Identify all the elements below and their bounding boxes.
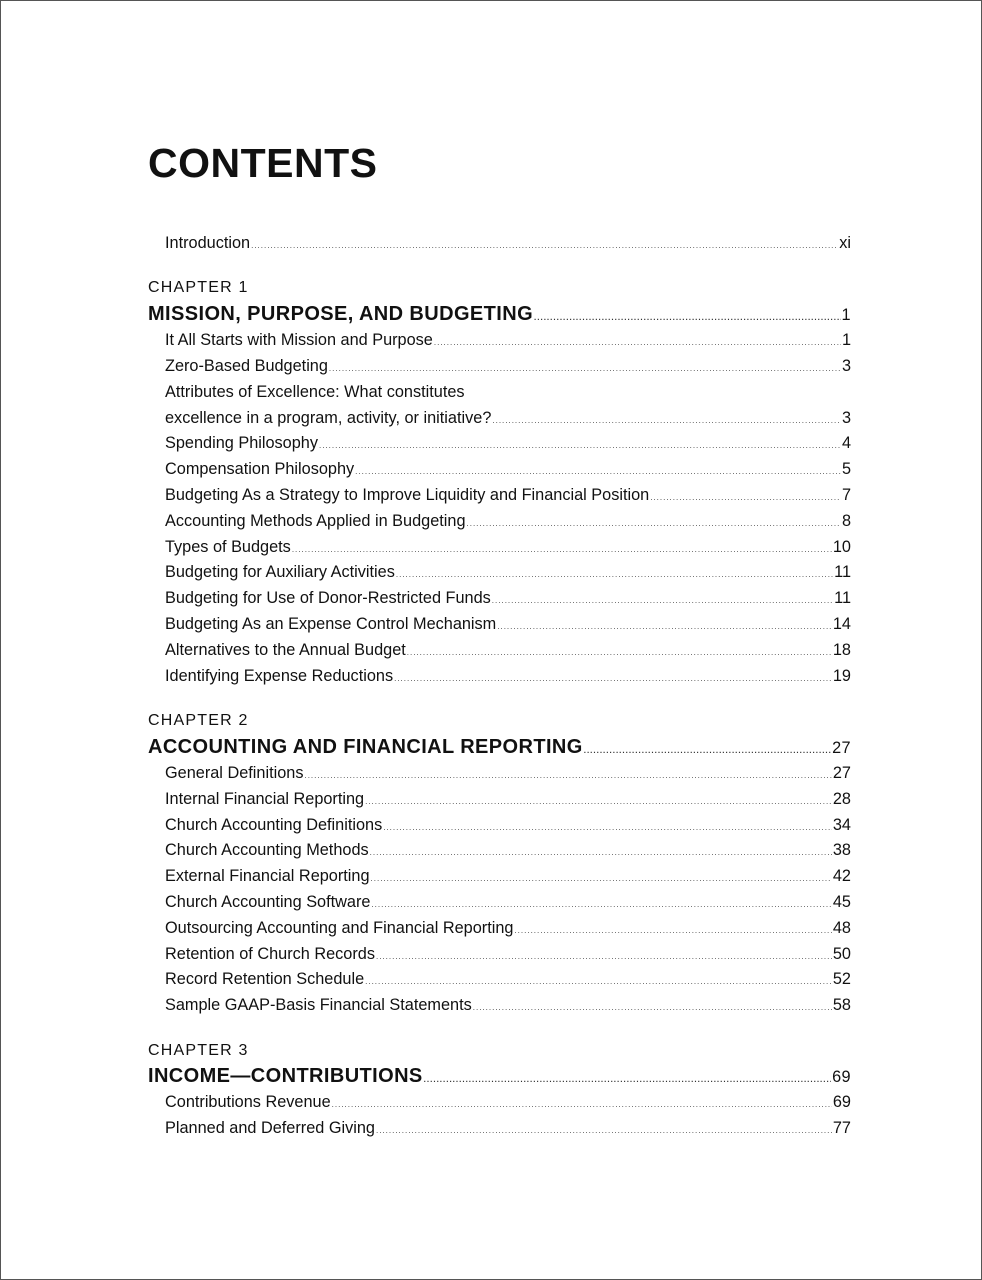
page-number: 3 bbox=[841, 408, 851, 427]
toc-entry[interactable] bbox=[148, 535, 851, 561]
toc-entry-introduction[interactable] bbox=[148, 231, 851, 257]
toc-entry[interactable] bbox=[148, 813, 851, 839]
dot-leader bbox=[371, 892, 831, 918]
toc-entry[interactable] bbox=[148, 406, 851, 432]
toc-entry[interactable] bbox=[148, 761, 851, 787]
dot-leader bbox=[319, 433, 841, 459]
page-number: 50 bbox=[832, 944, 851, 963]
dot-leader bbox=[371, 866, 832, 892]
page-number: 27 bbox=[832, 763, 851, 782]
dot-leader bbox=[434, 330, 841, 356]
entry-title: Budgeting for Use of Donor-Restricted Funds bbox=[165, 589, 491, 608]
page-number: 14 bbox=[832, 615, 851, 634]
page-number: 77 bbox=[832, 1119, 851, 1138]
toc-entry[interactable] bbox=[148, 380, 851, 406]
dot-leader bbox=[514, 918, 831, 944]
page-number: 52 bbox=[832, 970, 851, 989]
page-number: 1 bbox=[841, 306, 851, 325]
page-number: 10 bbox=[832, 537, 851, 556]
dot-leader bbox=[355, 459, 841, 485]
entry-title: Planned and Deferred Giving bbox=[165, 1119, 375, 1138]
entry-title: Compensation Philosophy bbox=[165, 460, 355, 479]
dot-leader bbox=[370, 840, 832, 866]
toc-entry[interactable] bbox=[148, 1116, 851, 1142]
page-number: 42 bbox=[832, 867, 851, 886]
page-number: 5 bbox=[841, 460, 851, 479]
page-number: 3 bbox=[841, 357, 851, 376]
entry-title: General Definitions bbox=[165, 763, 304, 782]
dot-leader bbox=[650, 485, 841, 511]
page-number: 11 bbox=[834, 589, 851, 608]
toc-entry[interactable] bbox=[148, 560, 851, 586]
dot-leader bbox=[383, 815, 832, 841]
entry-title: excellence in a program, activity, or initiative? bbox=[165, 408, 492, 427]
page-number: 69 bbox=[832, 1093, 851, 1112]
chapter-heading[interactable] bbox=[148, 734, 851, 761]
toc-entry[interactable] bbox=[148, 890, 851, 916]
dot-leader bbox=[534, 304, 841, 331]
page-number: 18 bbox=[832, 640, 851, 659]
toc-entry[interactable] bbox=[148, 638, 851, 664]
toc-entry[interactable] bbox=[148, 457, 851, 483]
entry-title: Alternatives to the Annual Budget bbox=[165, 640, 406, 659]
dot-leader bbox=[492, 588, 833, 614]
dot-leader bbox=[584, 737, 831, 764]
entry-title: Zero-Based Budgeting bbox=[165, 357, 328, 376]
toc-entry[interactable] bbox=[148, 967, 851, 993]
page-number: 28 bbox=[832, 789, 851, 808]
page-number: 4 bbox=[841, 434, 851, 453]
entry-title: ACCOUNTING AND FINANCIAL REPORTING bbox=[148, 735, 583, 758]
dot-leader bbox=[376, 944, 832, 970]
entry-title: Record Retention Schedule bbox=[165, 970, 365, 989]
dot-leader bbox=[394, 666, 832, 692]
entry-title: Church Accounting Definitions bbox=[165, 815, 383, 834]
toc-entry[interactable] bbox=[148, 586, 851, 612]
dot-leader bbox=[332, 1092, 832, 1118]
entry-title: INCOME—CONTRIBUTIONS bbox=[148, 1065, 423, 1088]
toc-entry[interactable] bbox=[148, 993, 851, 1019]
dot-leader bbox=[396, 562, 833, 588]
toc-entry[interactable] bbox=[148, 787, 851, 813]
dot-leader bbox=[292, 537, 832, 563]
entry-title: Identifying Expense Reductions bbox=[165, 666, 394, 685]
entry-title: Internal Financial Reporting bbox=[165, 789, 365, 808]
toc-entry[interactable] bbox=[148, 612, 851, 638]
toc-entry[interactable] bbox=[148, 664, 851, 690]
page-number: 38 bbox=[832, 841, 851, 860]
toc-entry[interactable] bbox=[148, 942, 851, 968]
toc-entry[interactable] bbox=[148, 483, 851, 509]
toc-entry[interactable] bbox=[148, 916, 851, 942]
page-number: 11 bbox=[834, 563, 851, 582]
entry-title: Budgeting for Auxiliary Activities bbox=[165, 563, 395, 582]
page-number: 45 bbox=[832, 892, 851, 911]
entry-title: Church Accounting Methods bbox=[165, 841, 369, 860]
toc-entry[interactable] bbox=[148, 354, 851, 380]
dot-leader bbox=[473, 995, 832, 1021]
entry-title: Accounting Methods Applied in Budgeting bbox=[165, 511, 466, 530]
page-number: 34 bbox=[832, 815, 851, 834]
dot-leader bbox=[424, 1066, 831, 1093]
dot-leader bbox=[497, 614, 832, 640]
toc-entry[interactable] bbox=[148, 431, 851, 457]
dot-leader bbox=[304, 763, 831, 789]
dot-leader bbox=[492, 408, 841, 434]
page-number: 1 bbox=[841, 331, 851, 350]
entry-title: Sample GAAP-Basis Financial Statements bbox=[165, 996, 472, 1015]
toc-entry[interactable] bbox=[148, 864, 851, 890]
entry-title: Outsourcing Accounting and Financial Reporting bbox=[165, 918, 514, 937]
table-of-contents bbox=[148, 231, 851, 1142]
page-number: xi bbox=[839, 234, 851, 252]
page-number: 69 bbox=[832, 1068, 851, 1087]
entry-title: Retention of Church Records bbox=[165, 944, 375, 963]
entry-title: Budgeting As an Expense Control Mechanism bbox=[165, 615, 497, 634]
toc-entry[interactable] bbox=[148, 838, 851, 864]
chapter-label: CHAPTER 3 bbox=[148, 1041, 249, 1059]
page-number: 19 bbox=[832, 666, 851, 685]
toc-entry[interactable] bbox=[148, 509, 851, 535]
chapter-label: CHAPTER 2 bbox=[148, 712, 249, 730]
dot-leader bbox=[329, 356, 841, 382]
dot-leader bbox=[467, 511, 841, 537]
page-title: CONTENTS bbox=[148, 140, 378, 186]
entry-title: Contributions Revenue bbox=[165, 1093, 331, 1112]
dot-leader bbox=[365, 789, 832, 815]
toc-entry[interactable] bbox=[148, 328, 851, 354]
entry-title: Church Accounting Software bbox=[165, 892, 371, 911]
entry-title: It All Starts with Mission and Purpose bbox=[165, 331, 433, 350]
dot-leader bbox=[365, 969, 832, 995]
page-number: 48 bbox=[832, 918, 851, 937]
page-number: 58 bbox=[832, 996, 851, 1015]
entry-title: MISSION, PURPOSE, AND BUDGETING bbox=[148, 303, 534, 326]
chapter-heading[interactable] bbox=[148, 1063, 851, 1090]
chapter-label: CHAPTER 1 bbox=[148, 279, 249, 297]
dot-leader bbox=[376, 1118, 832, 1144]
dot-leader bbox=[407, 640, 832, 666]
entry-title: External Financial Reporting bbox=[165, 867, 370, 886]
page-number: 8 bbox=[841, 511, 851, 530]
toc-entry[interactable] bbox=[148, 1090, 851, 1116]
entry-title: Spending Philosophy bbox=[165, 434, 318, 453]
entry-title: Introduction bbox=[165, 234, 251, 252]
entry-title: Attributes of Excellence: What constitutes bbox=[165, 382, 465, 401]
chapter-heading[interactable] bbox=[148, 301, 851, 328]
page-number: 27 bbox=[832, 738, 851, 757]
dot-leader bbox=[251, 233, 838, 259]
entry-title: Types of Budgets bbox=[165, 537, 291, 556]
entry-title: Budgeting As a Strategy to Improve Liquidity and Financial Position bbox=[165, 486, 650, 505]
page-number: 7 bbox=[841, 486, 851, 505]
